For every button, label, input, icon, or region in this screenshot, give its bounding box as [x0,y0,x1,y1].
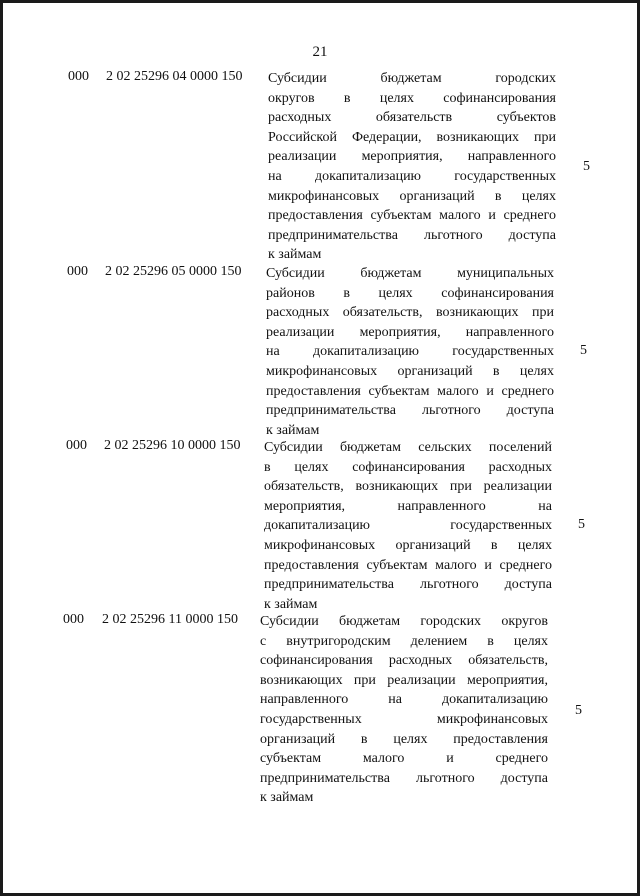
description-line: обязательств, возникающих при реализации [264,479,552,495]
description-line: Субсидии бюджетам муниципальных [266,266,554,281]
description-line: микрофинансовых организаций в целях [268,188,556,204]
description-line: в целях софинансирования расходных [264,459,552,475]
amount-value: 5 [580,343,587,358]
admin-code: 000 [67,264,88,279]
row-description [268,69,556,265]
description-line: Субсидии бюджетам сельских поселений [264,440,552,455]
description-line: софинансирования расходных обязательств, [260,653,548,669]
page-number: 21 [312,44,328,60]
description-line: предпринимательства льготного доступа [260,770,548,786]
description-line: предоставления субъектам малого и среднего [268,208,556,224]
admin-code: 000 [66,438,87,453]
row-description [264,438,552,614]
description-line: предпринимательства льготного доступа [266,403,554,419]
budget-class-code: 2 02 25296 04 0000 150 [106,69,243,84]
description-line: возникающих при реализации мероприятия, [260,672,548,688]
amount-value: 5 [578,517,585,532]
table-row [0,437,640,612]
description-line: к займам [260,790,314,806]
description-line: расходных обязательств субъектов [268,110,556,126]
description-line: микрофинансовых организаций в целях [266,363,554,379]
description-line: предпринимательства льготного доступа [264,577,552,593]
budget-class-code: 2 02 25296 10 0000 150 [104,438,241,453]
admin-code: 000 [63,612,84,627]
description-line: Субсидии бюджетам городских округов [260,614,548,629]
description-line: предоставления субъектам малого и среднего [264,557,552,573]
description-line: Российской Федерации, возникающих при [268,129,556,145]
description-line: организаций в целях предоставления [260,731,548,747]
description-line: предоставления субъектам малого и среднего [266,383,554,399]
description-line: государственных микрофинансовых [260,711,548,727]
description-line: реализации мероприятия, направленного [268,149,556,165]
row-description [260,612,548,808]
description-line: Субсидии бюджетам городских [268,71,556,86]
description-line: реализации мероприятия, направленного [266,324,554,340]
table-row [0,68,640,263]
description-line: предпринимательства льготного доступа [268,227,556,243]
description-line: мероприятия, направленного на [264,498,552,514]
description-line: на докапитализацию государственных [266,344,554,360]
row-description [266,264,554,440]
description-line: районов в целях софинансирования [266,285,554,301]
description-line: к займам [266,422,320,438]
description-line: субъектам малого и среднего [260,751,548,767]
amount-value: 5 [575,703,582,718]
description-line: округов в целях софинансирования [268,90,556,106]
description-line: с внутригородским делением в целях [260,633,548,649]
description-line: к займам [268,247,322,263]
table-row [0,611,640,806]
description-line: направленного на докапитализацию [260,692,548,708]
table-row [0,263,640,438]
description-line: докапитализацию государственных [264,518,552,534]
amount-value: 5 [583,159,590,174]
description-line: на докапитализацию государственных [268,168,556,184]
admin-code: 000 [68,69,89,84]
description-line: к займам [264,596,318,612]
budget-class-code: 2 02 25296 05 0000 150 [105,264,242,279]
description-line: расходных обязательств, возникающих при [266,305,554,321]
description-line: микрофинансовых организаций в целях [264,537,552,553]
budget-class-code: 2 02 25296 11 0000 150 [102,612,238,627]
